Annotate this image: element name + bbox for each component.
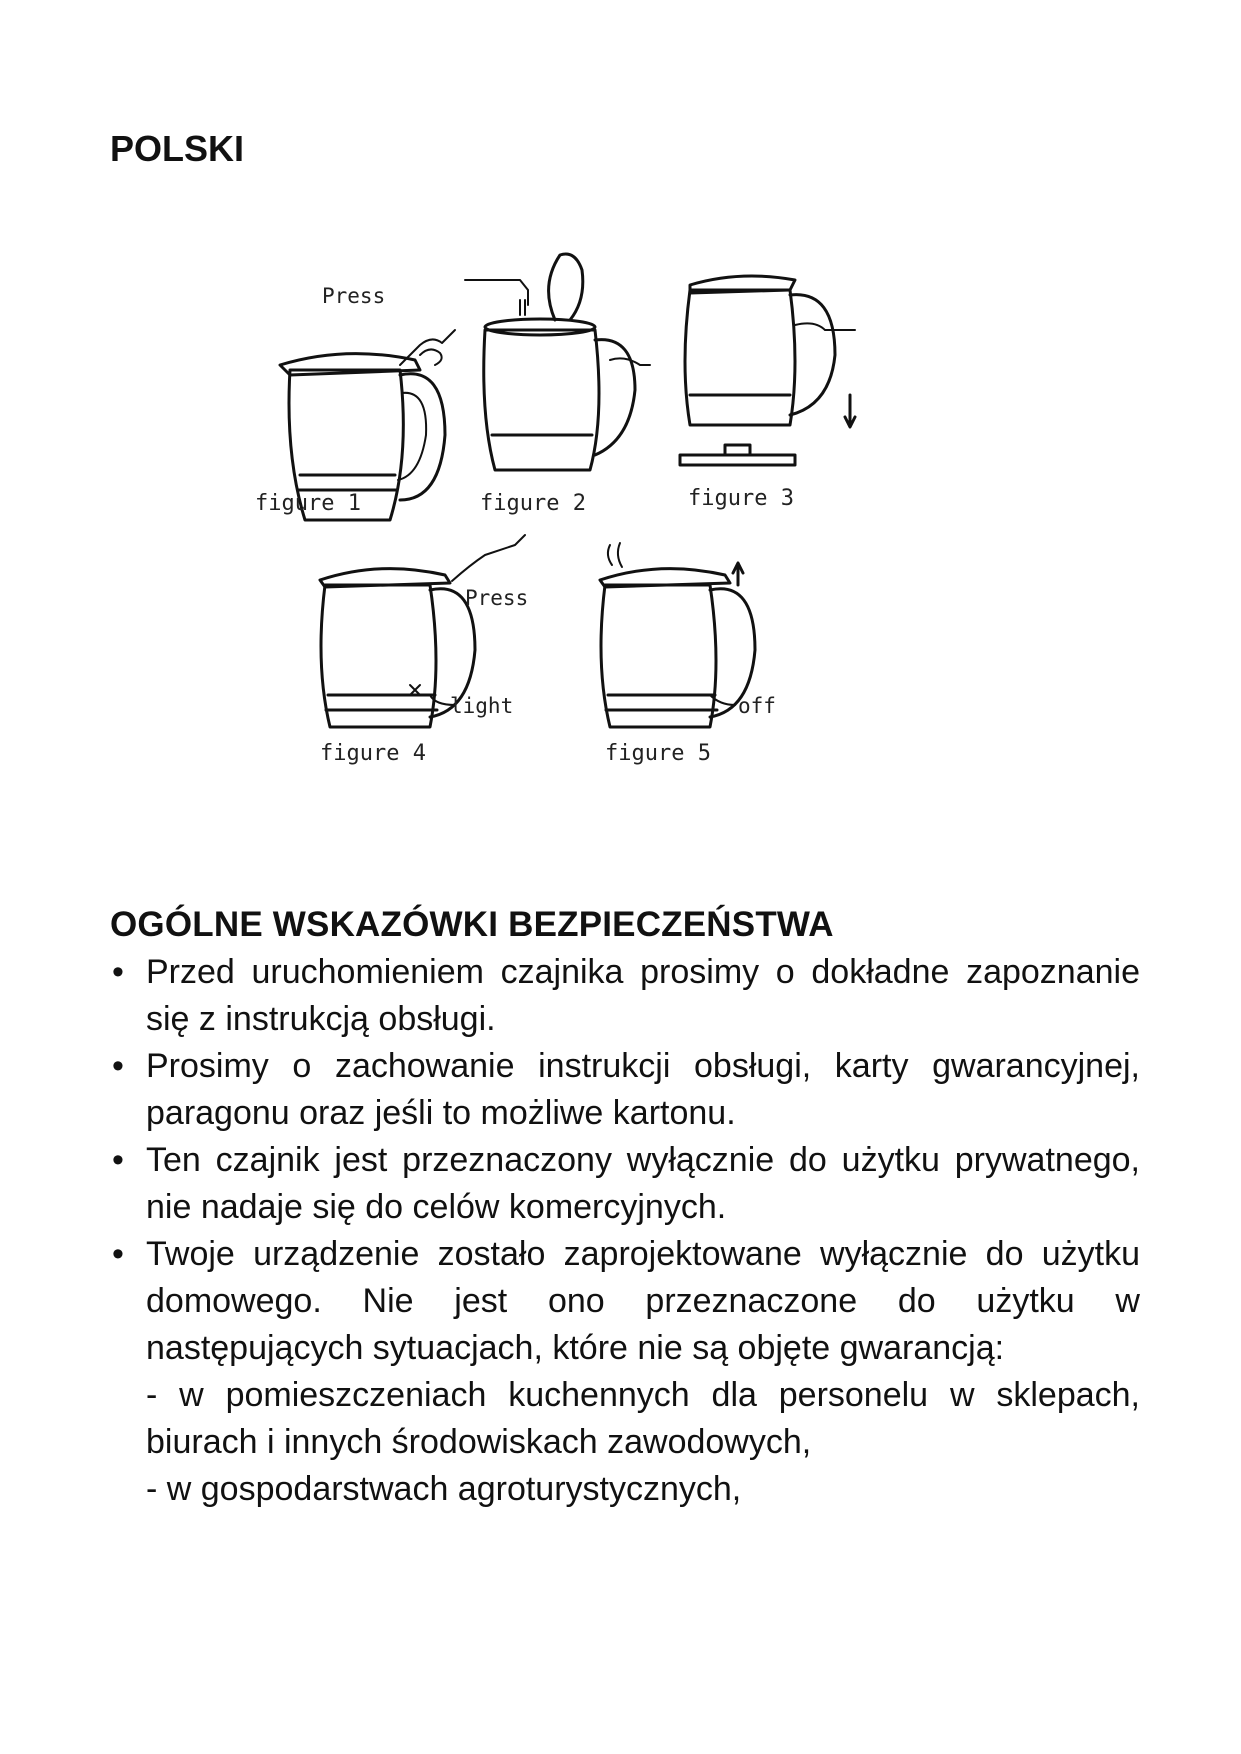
safety-section bbox=[110, 905, 1140, 1513]
figure-2-caption: figure 2 bbox=[480, 491, 586, 516]
safety-sub-item: - w gospodarstwach agroturystycznych, bbox=[146, 1470, 742, 1508]
page-language-title: POLSKI bbox=[110, 128, 245, 169]
figure-5-kettle bbox=[600, 543, 755, 727]
safety-bullet: • Ten czajnik jest przeznaczony wyłącznie do użytku prywatnego, nie nadaje się do celów komercyjnych. bbox=[110, 1137, 1140, 1231]
figure-4-press-label: Press bbox=[465, 586, 529, 610]
safety-bullet: • Twoje urządzenie zostało zaprojektowane wyłącznie do użytku domowego. Nie jest ono przeznaczone do użytku w następujących sytuacjach, które nie są objęte gwarancją: bbox=[110, 1231, 1140, 1372]
safety-heading: OGÓLNE WSKAZÓWKI BEZPIECZEŃSTWA bbox=[110, 905, 834, 944]
figure-1-caption: figure 1 bbox=[255, 491, 361, 516]
figure-1-press-label: Press bbox=[322, 284, 386, 308]
figure-5-caption: figure 5 bbox=[605, 741, 711, 766]
figure-5-off-label: off bbox=[738, 694, 776, 718]
figure-3-kettle bbox=[680, 276, 855, 465]
figure-4-light-label: light bbox=[450, 694, 514, 718]
figure-3-caption: figure 3 bbox=[688, 486, 794, 511]
figure-4-caption: figure 4 bbox=[320, 741, 426, 766]
kettle-figures-svg bbox=[255, 265, 990, 865]
kettle-figures-illustration bbox=[255, 265, 990, 865]
safety-bullet: • Prosimy o zachowanie instrukcji obsługi, karty gwarancyjnej, paragonu oraz jeśli to możliwe kartonu. bbox=[110, 1043, 1140, 1137]
safety-sub-item: - w pomieszczeniach kuchennych dla personelu w sklepach, biurach i innych środowiskach zawodowych, bbox=[146, 1376, 1140, 1461]
figure-2-kettle bbox=[465, 254, 650, 470]
safety-bullet-list bbox=[110, 949, 1140, 1372]
safety-bullet: • Przed uruchomieniem czajnika prosimy o dokładne zapoznanie się z instrukcją obsługi. bbox=[110, 949, 1140, 1043]
